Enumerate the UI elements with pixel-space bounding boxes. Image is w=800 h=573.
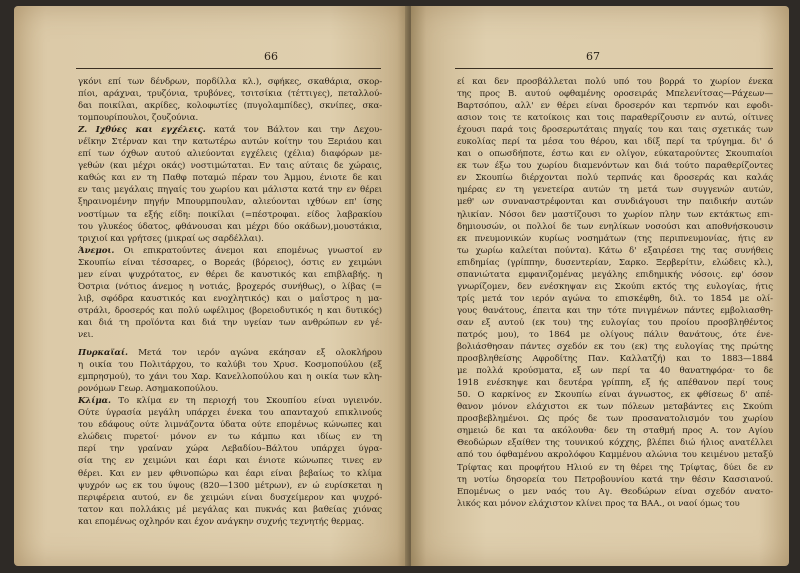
text-line: και ο οπωσδήποτε, έστω και εν ολίγον, εύκαταρούντες Σκουπιαίοι xyxy=(457,149,773,160)
text-line: λιβ, σφόδρα καυστικός και ενοχλητικός) και ο μαΐστρος η μα- xyxy=(78,293,382,304)
text-line: μεθ' ων συναναστρέφονται και συνδιάγουσι την παιδικήν αυτών xyxy=(457,197,773,208)
text-line: Ούτε ύγρασία μεγάλη υπάρχει ένεκα του απανταχού επικλινούς xyxy=(78,408,382,419)
text-line: του γλυκέος ύδατος, φθάνουσαι και μέχρι δύο οκάδων),μουστάκια, xyxy=(78,221,382,232)
text-line: εν Σκουπίω διέρχονται πολύ τερπνάς και δροσεράς και καλάς xyxy=(457,173,773,184)
text-line: εμπρησμού), το χάνι του Χαρ. Κανελλοπούλου και η οικία των κλη- xyxy=(78,372,382,383)
text-line: Βαρτσόπου, αλλ' εν θέρει είναι δροσερόν και τερπνόν και εφοδι- xyxy=(457,101,773,112)
text-line: Θεοδώρων εξαίθεν της τουνικού κόχχης, βλέπει διώ ήλιος ανατέλλει xyxy=(457,438,773,449)
text-line: λικός και μόνον ελάχιστον κλίνει προς τα ΒΑΑ., οι ναοί όμως του xyxy=(457,498,740,509)
text-line: Άνεμοι. Οι επικρατούντες άνεμοι και επομένως γνωστοί εν xyxy=(78,245,382,256)
text-line: τω χωρίω καλείται πούντα). Κάτω δ' εξαιρέσει της τας συνήθεις xyxy=(457,245,773,256)
text-line: θανον μόνον ελάχιστοι εκ των πόλεων μεταβάντες εις Σκούπι xyxy=(457,402,773,413)
right-page xyxy=(411,6,789,566)
text-line: ασιον τοις τε κατοίκοις και τοις παραθερίζουσιν εν αυτώ, οίτινες xyxy=(457,113,773,124)
text-line: σία της εν χειμώνι και έαρι και ένιοτε κώνωπες τινες εν xyxy=(78,456,382,467)
text-line: γους θανάτους, έπειτα και την τότε πνιγμένων πάντες εμβολιασθη- xyxy=(457,305,773,316)
page-body-text xyxy=(457,76,773,510)
text-line: του εδάφους ούτε λιμνάζοντα ύδατα ούτε επομένως κώνωπες και xyxy=(78,420,382,431)
text-line: τη νοτίω δησορεία του Πετροβουνίου κατά την θέσιν Κασσιανού. xyxy=(457,474,773,485)
text-line: εί και δεν προσβάλλεται πολύ υπό του βορρά το χωρίον ένεκα xyxy=(457,77,773,87)
text-line: Όστρια (νότιος άνεμος η νοτιάς, βροχερός συνήθως), ο λίβας (= xyxy=(78,281,382,292)
text-line: 1918 ενέσκηψε και δευτέρα γρίππη, εξ ής απέθανον περί τους xyxy=(457,378,773,389)
text-line: Ζ. Ιχθύες και εγχέλεις. κατά τον Βάλτον και την Δεχου- xyxy=(78,125,382,136)
text-line: νοστίμων τα εξής είδη: ποικίλαι (=πέστροφαι. είδος λαβρακίου xyxy=(78,209,382,220)
text-line: ελώδεις πυρετοί· μόνον εν τω κάμπω και ιδίως εν τη xyxy=(78,432,382,443)
text-line: Τρίφτας και προφήτου Ηλιού εν τη θέρει της Τρίφτας, δύει δε εν xyxy=(457,462,773,473)
text-line: ψυχρόν ως εκ του ύψους (820—1300 μέτρων), εν ώ ευρίσκεται η xyxy=(78,480,382,491)
text-line: εν ταις μεγάλαις πηγαίς του χωρίου και μάλιστα κατά την εν θέρει xyxy=(78,185,382,196)
text-line: πατρός μου), το 1864 με ολίγους πάλιν θανάτους, ότε ένε- xyxy=(457,329,773,340)
header-rule xyxy=(455,68,773,69)
text-line: και διά τη προϊόντα και διά την υγείαν των ανθρώπων εν γέ- xyxy=(78,317,382,328)
text-line: επιδημίας (γρίππην, δυσεντερίαν, Σαρκο. Ξερβερίτιν, ελώδεις κλ.), xyxy=(457,257,773,268)
text-line: Επομένως ο μεν ναός του Αγ. Θεοδώρων είναι σχεδόν ανατο- xyxy=(457,486,773,497)
text-line: τρίς μετά τον ιερόν αγώνα το επισκέφθη, διλ. το 1854 με ολί- xyxy=(457,293,773,304)
text-line: τομπουρίπουλοι, ζουζούνια. xyxy=(78,113,199,124)
text-line: καθώς και εν τη Παθφ ποταμώ πέραν του Άμμου, ένιοτε δε και xyxy=(78,173,382,184)
text-line: Κλίμα. Το κλίμα εν τη περιοχή του Σκουπίου είναι υγιεινόν. xyxy=(78,396,382,407)
text-line: της προς Β. αυτού οφθαμένης οροσειράς Μπελενίτσας—Ράχεων— xyxy=(457,89,773,100)
page-body-text xyxy=(78,76,382,528)
text-line: ρονόμων Γεωρ. Ασημακοπούλου. xyxy=(78,384,219,395)
text-line: και επομένως οχληρόν και έχον ανάγκην συχνής τεχνητής θερμας. xyxy=(78,516,364,527)
left-page xyxy=(14,6,409,566)
text-line: νέϊκην Στέρναν και την κατωτέρω αυτών κοίτην του Ξεριάου και xyxy=(78,137,382,148)
text-line: εκ των έξω του χωρίου διαμενόντων και διά τούτο παραθερίζοντες xyxy=(457,161,773,172)
text-line: με πολλά κρούσματα, εξ ων περί τα 40 θανατηφόρα· το δε xyxy=(457,366,773,377)
page-number: 66 xyxy=(264,50,278,63)
text-line: τριχιοί και γρήτσες (μικραί ως σαρδέλλαι). xyxy=(78,233,264,244)
text-line: έχουσι παρά τοις δροσερωτάταις πηγαίς του και ταις σχετικάς των xyxy=(457,125,773,136)
text-line: τατον και πολλάκις μέ μεγάλας και πυκνάς και βαθείας χιόνας xyxy=(78,504,382,515)
text-line: προσβεβλημένοι. Ως πρός δε των προσανατολισμόν του χωρίου xyxy=(457,414,773,425)
text-line: μεν είναι ψυχρότατος, εν θέρει δε καυστικός και επιβλαβής. η xyxy=(78,269,382,280)
text-line: βολιάσθησαν πάντες σχεδόν εκ του (εκ) της ευλογίας της πρώτης xyxy=(457,342,773,353)
text-line: γκόνι επί των δένδρων, πορδίλλα κλ.), σφήκες, σκαθάρια, σκορ- xyxy=(78,77,382,87)
text-line: σαν εξ αυτού (εκ του) της ευλογίας του προίου προσβληθέντος xyxy=(457,317,773,328)
text-line: ηλικίαν. Νόσοι δεν μαστίζουσι το χωρίον πλην των εκτάκτως επι- xyxy=(457,209,773,220)
text-line: εκ πνευμονικών κυρίως νοσημάτων (της περιπνευμονίας, ήτις εν xyxy=(457,233,773,244)
page-number: 67 xyxy=(586,50,600,63)
text-line: γεθών (και μέχρι οκάς) νοστιμώταται. Εν ταις αύταις δε χώραις, xyxy=(78,161,382,172)
text-line: δημιουσών, οι πολλοί δε των ενηλίκων νοσούσι και αποθνήσκουσιν xyxy=(457,221,773,232)
text-line: σπανιώτατα εμφανιζομένας μεγάλης επιδημικής νόσοις. εφ' όσον xyxy=(457,269,773,280)
text-line: περιφέρεια αυτού, εν δε χειμώνι είναι δυσχείμερον και ψυχρό- xyxy=(78,492,382,503)
text-line: περί την γραίναν χώρα Λεβαδίου–Βάλτου υπάρχει ύγρα- xyxy=(78,444,382,455)
text-line: ξηραινομένην πηγήν Μπουρμπουλαν, αλιεύονται ιχθύων επ' ίσης xyxy=(78,197,382,208)
text-line: δαι ποικίλαι, ακρίδες, κολοφωτίες (πυγολαμπίδες), σκνίπες, σκα- xyxy=(78,101,382,112)
text-line: νει. xyxy=(78,329,94,340)
text-line: προσβληθείσης Αφροδίτης Παν. Καλλατζή) και το 1883—1884 xyxy=(457,354,773,365)
text-line: από του όφθαμένου ακρολόφου Καμμένου αλώνια του κειμένου μεταξύ xyxy=(457,450,773,461)
text-line: Σκουπίω είναι τέσσαρες, ο Βορεάς (βόρειος), όστις εν χειμώνι xyxy=(78,257,382,268)
text-line: Πυρκαϊαί. Μετά τον ιερόν αγώνα εκάησαν εξ ολοκλήρου xyxy=(78,348,382,359)
text-line: γνωρίζομεν, δεν ενέσκηψαν εις Σκούπι εκτός της ευλογίας, ήτις xyxy=(457,281,773,292)
header-rule xyxy=(76,68,381,69)
text-line: 50. Ο καρκίνος εν Σκουπίω είναι άγνωστος, εκ φθίσεως δ' απέ- xyxy=(457,390,773,401)
text-line: ημέρας εν τη γενετείρα αυτών τη μετά των συγγενών αυτών, xyxy=(457,185,773,196)
text-line: σημειώ δε και τα ακόλουθα· δεν τη σταθμή προς Α. τον Αγίου xyxy=(457,426,773,437)
text-line: θέρει. Και εν μεν φθινοπώρω και έαρι είναι βεβαίως το κλίμα xyxy=(78,468,382,479)
text-line: στράλι, δροσερός και πολύ ωφέλιμος (βορειοδυτικός η και δυτικός) xyxy=(78,305,382,316)
text-line: επί των όχθων αυτού αλιεύονται εγχέλεις (χέλια) διαφόρων με- xyxy=(78,149,382,160)
text-line: ευκολίας περί τα μέσα του θέρου, και ιδίξ περί τα τρύγημα. δι' ό xyxy=(457,137,773,148)
text-line: πίοι, αράχναι, τρυζόνια, τρυβόνες, τσιτσίκια (τέττιγες), πεταλλού- xyxy=(78,89,382,100)
text-line: η οικία του Πολιτάρχου, το καλύβι του Χρυσ. Κοσμοπούλου (εξ xyxy=(78,360,382,371)
